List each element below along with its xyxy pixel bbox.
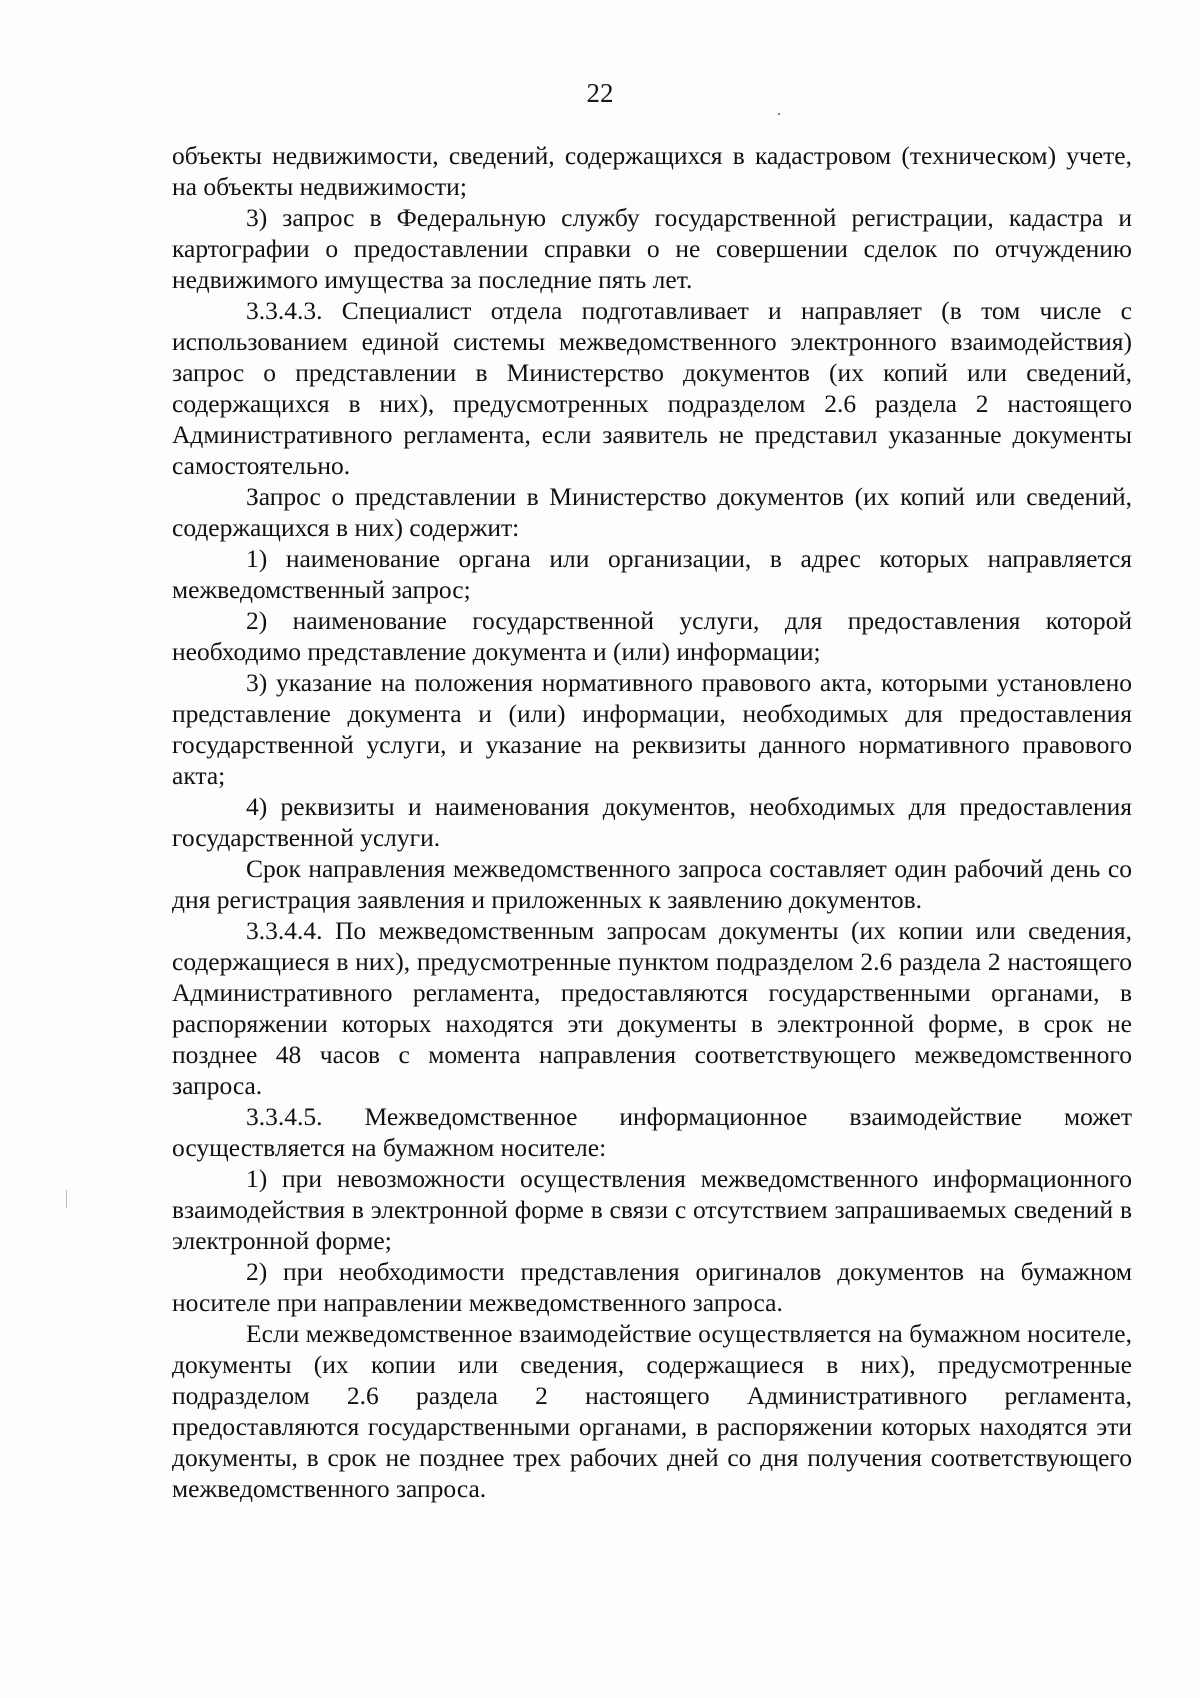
paragraph: 1) наименование органа или организации, в адрес которых направляется межведомственный запрос; [172, 544, 1132, 604]
paragraph: Если межведомственное взаимодействие осуществляется на бумажном носителе, документы (их копии или сведения, содержащиеся в них), предусмотренные подразделом 2.6 раздела 2 настоящего Административного регламента, предоставляются государственными органами, в распоряжении которых находятся эти документы, в срок не позднее трех рабочих дней со дня получения соответствующего межведомственного запроса. [172, 1319, 1132, 1503]
paragraph: Срок направления межведомственного запроса составляет один рабочий день со дня регистрация заявления и приложенных к заявлению документов. [172, 854, 1132, 914]
paragraph: 3.3.4.5. Межведомственное информационное взаимодействие может осуществляется на бумажном носителе: [172, 1102, 1132, 1162]
scan-artifact [1052, 0, 1182, 4]
paragraph: 1) при невозможности осуществления межведомственного информационного взаимодействия в электронной форме в связи с отсутствием запрашиваемых сведений в электронной форме; [172, 1164, 1132, 1255]
paragraph: 3.3.4.3. Специалист отдела подготавливает и направляет (в том числе с использованием единой системы межведомственного электронного взаимодействия) запрос о представлении в Министерство документов (их копий или сведений, содержащихся в них), предусмотренных подразделом 2.6 раздела 2 настоящего Административного регламента, если заявитель не представил указанные документы самостоятельно. [172, 296, 1132, 480]
paragraph: 3) указание на положения нормативного правового акта, которыми установлено представление документа и (или) информации, необходимых для предоставления государственной услуги, и указание на реквизиты данного нормативного правового акта; [172, 668, 1132, 790]
paragraph: 2) наименование государственной услуги, для предоставления которой необходимо представление документа и (или) информации; [172, 606, 1132, 666]
scan-speck [778, 113, 780, 115]
paragraph: Запрос о представлении в Министерство документов (их копий или сведений, содержащихся в них) содержит: [172, 482, 1132, 542]
paragraph: 4) реквизиты и наименования документов, необходимых для предоставления государственной услуги. [172, 792, 1132, 852]
scan-artifact [66, 1190, 67, 1208]
paragraph: 3.3.4.4. По межведомственным запросам документы (их копии или сведения, содержащиеся в них), предусмотренные пунктом подразделом 2.6 раздела 2 настоящего Административного регламента, предоставляются государственными органами, в распоряжении которых находятся эти документы в электронной форме, в срок не позднее 48 часов с момента направления соответствующего межведомственного запроса. [172, 916, 1132, 1100]
document-body [172, 140, 1132, 1504]
page-number: 22 [586, 78, 614, 108]
paragraph: 3) запрос в Федеральную службу государственной регистрации, кадастра и картографии о предоставлении справки о не совершении сделок по отчуждению недвижимого имущества за последние пять лет. [172, 203, 1132, 294]
paragraph: 2) при необходимости представления оригиналов документов на бумажном носителе при направлении межведомственного запроса. [172, 1257, 1132, 1317]
paragraph: объекты недвижимости, сведений, содержащихся в кадастровом (техническом) учете, на объекты недвижимости; [172, 141, 1132, 201]
